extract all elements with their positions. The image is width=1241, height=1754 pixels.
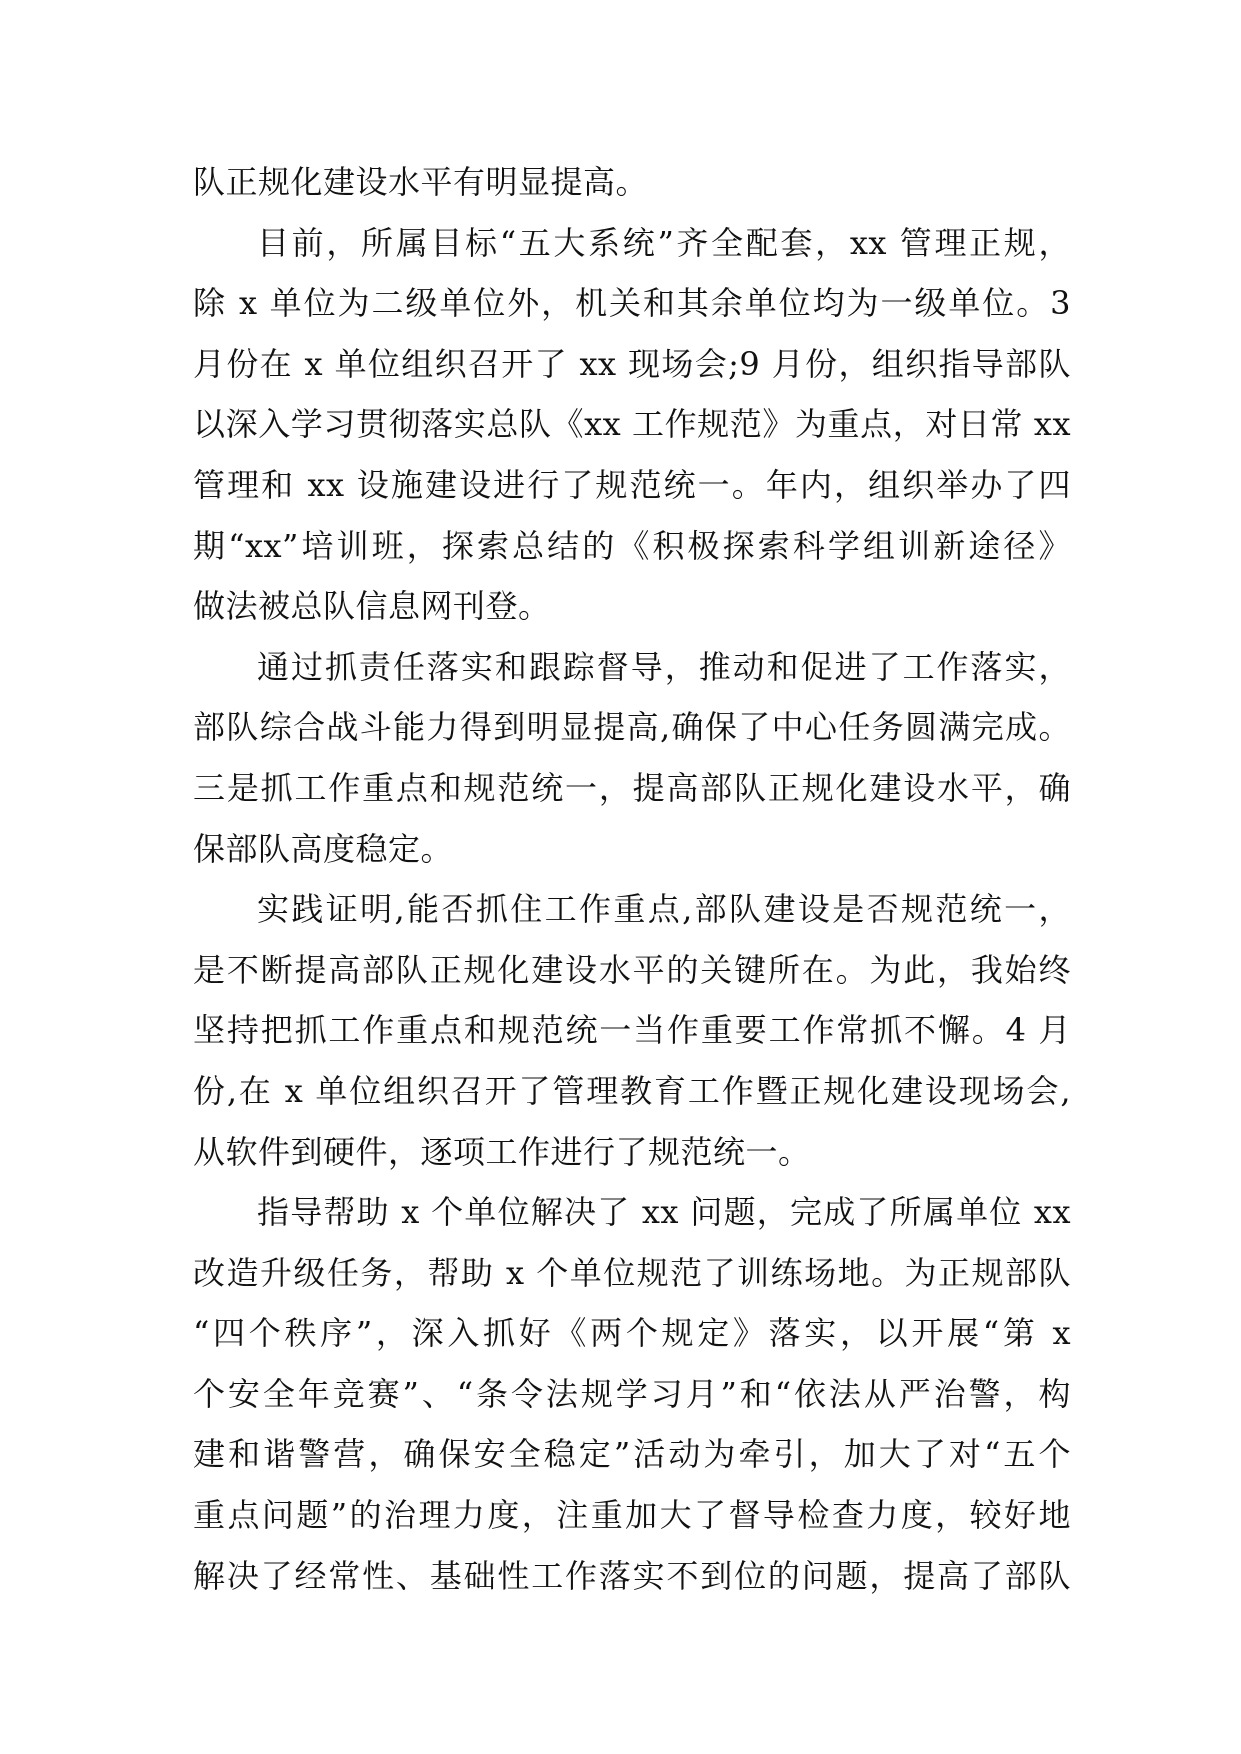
text-line: 管理和 xx 设施建设进行了规范统一。年内，组织举办了四 xyxy=(193,465,1071,504)
text-line: 改造升级任务，帮助 x 个单位规范了训练场地。为正规部队 xyxy=(193,1253,1071,1292)
text-line: 通过抓责任落实和跟踪督导，推动和促进了工作落实， xyxy=(257,647,1071,686)
text-line: 保部队高度稳定。 xyxy=(193,829,454,868)
text-line: 月份在 x 单位组织召开了 xx 现场会;9 月份，组织指导部队 xyxy=(193,344,1071,383)
text-line: 期“xx”培训班，探索总结的《积极探索科学组训新途径》 xyxy=(193,526,1071,565)
text-line: 建和谐警营，确保安全稳定”活动为牵引，加大了对“五个 xyxy=(193,1435,1071,1474)
text-line: 重点问题”的治理力度，注重加大了督导检查力度，较好地 xyxy=(193,1496,1071,1535)
text-line: 队正规化建设水平有明显提高。 xyxy=(193,163,649,201)
text-line: “四个秩序”，深入抓好《两个规定》落实，以开展“第 x xyxy=(193,1314,1071,1353)
text-line: 坚持把抓工作重点和规范统一当作重要工作常抓不懈。4 月 xyxy=(193,1011,1071,1050)
text-line: 从软件到硬件，逐项工作进行了规范统一。 xyxy=(193,1132,811,1171)
text-line: 做法被总队信息网刊登。 xyxy=(193,587,551,626)
text-line: 个安全年竞赛”、“条令法规学习月”和“依法从严治警，构 xyxy=(193,1374,1071,1413)
text-line: 部队综合战斗能力得到明显提高,确保了中心任务圆满完成。 xyxy=(193,708,1071,747)
text-line: 指导帮助 x 个单位解决了 xx 问题，完成了所属单位 xx xyxy=(257,1193,1071,1232)
text-line: 解决了经常性、基础性工作落实不到位的问题，提高了部队 xyxy=(193,1556,1071,1595)
document-body xyxy=(193,152,1071,1606)
text-line: 实践证明,能否抓住工作重点,部队建设是否规范统一， xyxy=(257,890,1071,929)
text-line: 目前，所属目标“五大系统”齐全配套，xx 管理正规， xyxy=(257,223,1071,262)
text-line: 除 x 单位为二级单位外，机关和其余单位均为一级单位。3 xyxy=(193,284,1071,323)
text-line: 份,在 x 单位组织召开了管理教育工作暨正规化建设现场会, xyxy=(193,1071,1071,1110)
text-line: 以深入学习贯彻落实总队《xx 工作规范》为重点，对日常 xx xyxy=(193,405,1071,444)
text-line: 是不断提高部队正规化建设水平的关键所在。为此，我始终 xyxy=(193,950,1071,989)
text-line: 三是抓工作重点和规范统一，提高部队正规化建设水平，确 xyxy=(193,768,1071,807)
